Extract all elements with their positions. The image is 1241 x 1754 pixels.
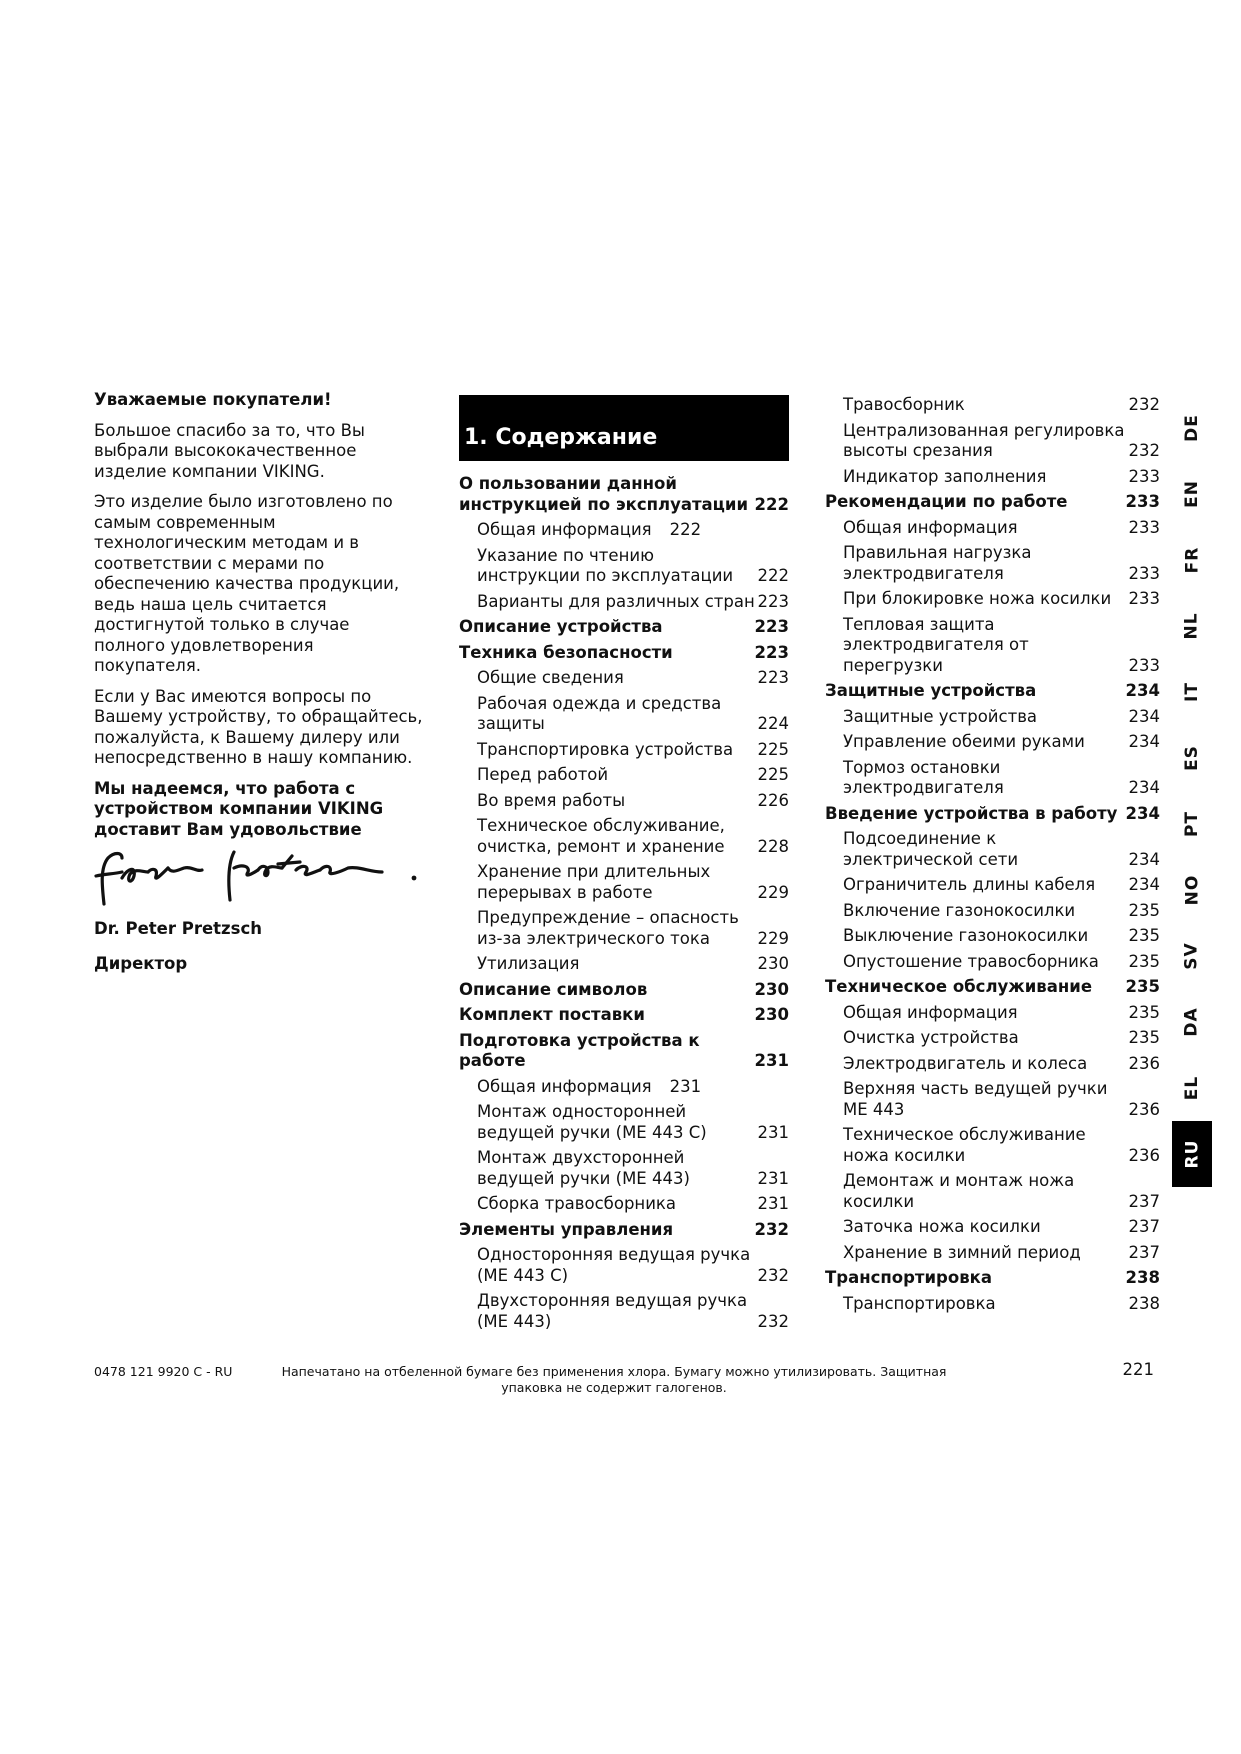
toc-subsection	[825, 1003, 1160, 1024]
toc-entry-title: Техническое обслуживание	[825, 977, 1093, 996]
toc-entry-page: 224	[757, 714, 789, 733]
language-tab-label: EL	[1181, 1075, 1202, 1101]
toc-subsection	[825, 829, 1160, 870]
language-tab-label: ES	[1181, 745, 1202, 771]
print-note: Напечатано на отбеленной бумаге без применения хлора. Бумагу можно утилизировать. Защитная упаковка не содержит галогенов.	[281, 1364, 947, 1395]
language-tab-label: SV	[1182, 942, 1202, 970]
toc-subsection	[459, 791, 789, 812]
toc-entry-title: Общие сведения	[477, 668, 624, 687]
language-tabs	[1172, 395, 1212, 1187]
toc-entry-page: 236	[1128, 1099, 1160, 1119]
toc-entry-page: 229	[757, 882, 789, 902]
toc-entry-title: Ограничитель длины кабеля	[843, 875, 1096, 894]
toc-entry-title: Управление обеими руками	[843, 732, 1085, 751]
toc-subsection	[825, 1125, 1160, 1166]
toc-entry-title: Введение устройства в работу	[825, 803, 1118, 823]
toc-entry-page: 223	[754, 617, 789, 636]
toc-entry-page: 231	[757, 1122, 789, 1142]
toc-entry-page: 232	[757, 1311, 789, 1331]
toc-entry-title: Общая информация	[843, 517, 1018, 537]
toc-entry-title: Перед работой	[477, 765, 609, 784]
signature-image	[92, 838, 432, 910]
toc-subsection	[825, 518, 1160, 539]
language-tab-pt	[1172, 791, 1212, 857]
toc-subsection	[825, 1171, 1160, 1212]
toc-entry-page: 234	[1128, 706, 1160, 726]
toc-entry-title: Подготовка устройства к работе	[459, 1030, 700, 1070]
letter-closing: Мы надеемся, что работа с устройством компании VIKING доставит Вам удовольствие	[94, 778, 384, 839]
toc-entry-title: Монтаж двухсторонней ведущей ручки (ME 443)	[477, 1148, 690, 1188]
toc-entry-title: Подсоединение к электрической сети	[843, 829, 1019, 869]
toc-entry-title: Транспортировка	[843, 1293, 996, 1313]
toc-entry-page: 230	[757, 954, 789, 973]
toc-section	[459, 617, 789, 638]
toc-entry-title: Транспортировка	[825, 1268, 992, 1287]
toc-entry-page: 233	[1128, 589, 1160, 608]
toc-section	[459, 1031, 789, 1072]
toc-section	[825, 681, 1160, 702]
toc-entry-page: 233	[1128, 517, 1160, 537]
toc-subsection	[825, 1217, 1160, 1238]
toc-entry-title: Двухсторонняя ведущая ручка (ME 443)	[477, 1291, 748, 1331]
language-tab-label: RU	[1182, 1139, 1202, 1169]
toc-entry-title: Во время работы	[477, 790, 626, 810]
toc-column-left	[459, 474, 789, 1337]
language-tab-de	[1172, 395, 1212, 461]
toc-entry-page: 235	[1128, 926, 1160, 945]
toc-section	[459, 474, 789, 515]
toc-entry-title: О пользовании данной инструкцией по эксплуатации	[459, 474, 749, 514]
toc-entry-page: 235	[1128, 951, 1160, 971]
language-tab-label: NL	[1182, 612, 1202, 640]
toc-entry-title: Общая информация	[843, 1002, 1018, 1022]
toc-entry-title: Общая информация	[477, 520, 652, 539]
toc-entry-title: Электродвигатель и колеса	[843, 1053, 1088, 1073]
toc-entry-page: 237	[1128, 1217, 1160, 1236]
language-tab-sv	[1172, 923, 1212, 989]
toc-subsection	[825, 421, 1160, 462]
toc-entry-page: 226	[757, 790, 789, 810]
toc-subsection	[459, 1291, 789, 1332]
toc-entry-page: 230	[754, 979, 789, 999]
language-tab-label: DE	[1181, 414, 1202, 442]
toc-entry-page: 225	[757, 765, 789, 784]
toc-section	[459, 1005, 789, 1026]
toc-entry-title: Утилизация	[477, 954, 580, 973]
toc-entry-title: Правильная нагрузка электродвигателя	[843, 543, 1032, 583]
toc-entry-page: 237	[1128, 1191, 1160, 1211]
toc-entry-page: 235	[1125, 977, 1160, 996]
toc-entry-title: При блокировке ножа косилки	[843, 589, 1112, 608]
toc-section	[825, 492, 1160, 513]
language-tab-es	[1172, 725, 1212, 791]
toc-subsection	[825, 543, 1160, 584]
toc-entry-page: 235	[1128, 1028, 1160, 1047]
toc-entry-title: Указание по чтению инструкции по эксплуатации	[477, 545, 734, 585]
toc-entry-page: 232	[1128, 441, 1160, 460]
toc-entry-page: 234	[1128, 732, 1160, 751]
toc-entry-page: 236	[1128, 1053, 1160, 1073]
toc-entry-title: Тепловая защита электродвигателя от перегрузки	[843, 614, 1029, 675]
toc-entry-title: Монтаж односторонней ведущей ручки (ME 443 C)	[477, 1102, 707, 1142]
toc-entry-page: 238	[1128, 1293, 1160, 1313]
toc-entry-page: 235	[1128, 900, 1160, 920]
toc-entry-page: 232	[757, 1265, 789, 1285]
toc-entry-page: 231	[754, 1051, 789, 1070]
toc-entry-page: 236	[1128, 1145, 1160, 1165]
toc-entry-title: Предупреждение – опасность из-за электрического тока	[477, 908, 739, 948]
toc-subsection	[459, 1245, 789, 1286]
toc-entry-page: 222	[757, 566, 789, 585]
toc-subsection	[459, 520, 789, 541]
toc-subsection	[825, 901, 1160, 922]
toc-entry-title: Рабочая одежда и средства защиты	[477, 693, 722, 733]
toc-entry-title: Рекомендации по работе	[825, 492, 1068, 511]
toc-entry-title: Индикатор заполнения	[843, 466, 1047, 486]
language-tab-nl	[1172, 593, 1212, 659]
toc-entry-title: Описание устройства	[459, 617, 663, 636]
toc-subsection	[825, 615, 1160, 677]
toc-entry-title: Выключение газонокосилки	[843, 926, 1089, 945]
toc-entry-page: 231	[757, 1168, 789, 1188]
letter-paragraph: Большое спасибо за то, что Вы выбрали высококачественное изделие компании VIKING.	[94, 420, 365, 481]
toc-entry-page: 228	[757, 836, 789, 856]
toc-entry-page: 234	[1125, 681, 1160, 700]
toc-entry-page: 231	[669, 1076, 702, 1096]
language-tab-label: NO	[1182, 874, 1202, 906]
toc-section	[459, 1220, 789, 1241]
toc-subsection	[825, 707, 1160, 728]
toc-subsection	[459, 1102, 789, 1143]
toc-entry-page: 234	[1128, 875, 1160, 894]
toc-entry-page: 223	[754, 642, 789, 662]
language-tab-label: DA	[1182, 1007, 1202, 1037]
page-number: 221	[1122, 1360, 1154, 1379]
signer-title: Директор	[94, 954, 188, 973]
toc-subsection	[825, 467, 1160, 488]
toc-subsection	[459, 1077, 789, 1098]
toc-subsection	[825, 1054, 1160, 1075]
toc-entry-title: Хранение при длительных перерывах в работе	[477, 862, 711, 902]
toc-entry-title: Элементы управления	[459, 1219, 674, 1239]
toc-entry-title: Техника безопасности	[459, 642, 673, 662]
toc-entry-page: 232	[1128, 395, 1160, 414]
toc-subsection	[825, 589, 1160, 610]
toc-section	[825, 804, 1160, 825]
toc-entry-page: 233	[1128, 655, 1160, 675]
language-tab-label: EN	[1182, 480, 1202, 508]
toc-entry-page: 234	[1128, 849, 1160, 869]
toc-subsection	[825, 1079, 1160, 1120]
toc-entry-page: 229	[757, 928, 789, 948]
toc-subsection	[459, 862, 789, 903]
toc-entry-title: Общая информация	[477, 1076, 652, 1096]
language-tab-label: PT	[1182, 810, 1202, 838]
toc-entry-page: 231	[757, 1194, 789, 1213]
toc-entry-page: 225	[757, 739, 789, 759]
toc-entry-title: Демонтаж и монтаж ножа косилки	[843, 1171, 1075, 1211]
toc-subsection	[825, 1294, 1160, 1315]
signer-name: Dr. Peter Pretzsch	[94, 919, 262, 938]
toc-entry-page: 238	[1125, 1268, 1160, 1287]
toc-subsection	[459, 668, 789, 689]
toc-entry-page: 222	[754, 494, 789, 514]
language-tab-en	[1172, 461, 1212, 527]
toc-entry-title: Описание символов	[459, 979, 648, 999]
toc-subsection	[459, 908, 789, 949]
toc-entry-title: Верхняя часть ведущей ручки ME 443	[843, 1079, 1108, 1119]
toc-entry-page: 233	[1128, 466, 1160, 486]
toc-entry-title: Транспортировка устройства	[477, 739, 734, 759]
document-code: 0478 121 9920 C - RU	[94, 1364, 233, 1379]
letter	[94, 384, 424, 850]
toc-subsection	[825, 952, 1160, 973]
toc-subsection	[825, 875, 1160, 896]
language-tab-label: FR	[1181, 546, 1202, 574]
toc-section	[459, 980, 789, 1001]
toc-entry-title: Техническое обслуживание ножа косилки	[843, 1125, 1086, 1165]
toc-entry-title: Централизованная регулировка высоты срезания	[843, 420, 1125, 460]
language-tab-el	[1172, 1055, 1212, 1121]
toc-subsection	[459, 740, 789, 761]
toc-entry-page: 233	[1125, 492, 1160, 511]
toc-entry-title: Заточка ножа косилки	[843, 1217, 1041, 1236]
toc-entry-page: 233	[1128, 563, 1160, 583]
language-tab-label: IT	[1181, 682, 1202, 702]
toc-section	[459, 643, 789, 664]
language-tab-ru	[1172, 1121, 1212, 1187]
language-tab-da	[1172, 989, 1212, 1055]
toc-entry-title: Включение газонокосилки	[843, 900, 1076, 920]
toc-subsection	[825, 926, 1160, 947]
toc-subsection	[825, 732, 1160, 753]
toc-entry-page: 230	[754, 1005, 789, 1024]
toc-column-right	[825, 395, 1160, 1319]
toc-entry-page: 234	[1125, 803, 1160, 823]
toc-subsection	[459, 1148, 789, 1189]
toc-entry-title: Тормоз остановки электродвигателя	[843, 757, 1004, 797]
toc-heading: 1. Содержание	[459, 395, 789, 461]
language-tab-no	[1172, 857, 1212, 923]
toc-entry-title: Защитные устройства	[825, 681, 1037, 700]
toc-subsection	[459, 1194, 789, 1215]
toc-entry-page: 234	[1128, 778, 1160, 797]
toc-entry-title: Хранение в зимний период	[843, 1242, 1081, 1262]
toc-entry-title: Очистка устройства	[843, 1028, 1019, 1047]
toc-section	[825, 977, 1160, 998]
toc-entry-page: 223	[757, 668, 789, 687]
language-tab-it	[1172, 659, 1212, 725]
toc-subsection	[825, 1028, 1160, 1049]
toc-subsection	[825, 758, 1160, 799]
toc-subsection	[825, 1243, 1160, 1264]
toc-subsection	[459, 954, 789, 975]
toc-subsection	[459, 816, 789, 857]
toc-subsection	[459, 592, 789, 613]
letter-paragraph: Это изделие было изготовлено по самым современным технологическим методам и в соответствии с мерами по обеспечению качества продукции, ведь наша цель считается достигнутой только в случае полного удовлетворения покупателя.	[94, 492, 400, 675]
toc-entry-title: Варианты для различных стран	[477, 591, 755, 611]
toc-entry-title: Защитные устройства	[843, 706, 1038, 726]
letter-greeting: Уважаемые покупатели!	[94, 390, 332, 409]
toc-entry-page: 235	[1128, 1002, 1160, 1022]
toc-entry-page: 237	[1128, 1242, 1160, 1262]
toc-entry-page: 222	[669, 520, 702, 539]
toc-entry-page: 223	[757, 591, 789, 611]
toc-subsection	[459, 765, 789, 786]
toc-entry-title: Односторонняя ведущая ручка (ME 443 C)	[477, 1245, 751, 1285]
toc-subsection	[459, 694, 789, 735]
toc-entry-title: Техническое обслуживание, очистка, ремонт и хранение	[477, 816, 725, 856]
toc-subsection	[825, 395, 1160, 416]
toc-entry-title: Опустошение травосборника	[843, 951, 1099, 971]
toc-entry-title: Сборка травосборника	[477, 1194, 677, 1213]
toc-entry-title: Комплект поставки	[459, 1005, 645, 1024]
toc-subsection	[459, 546, 789, 587]
toc-entry-title: Травосборник	[843, 395, 965, 414]
letter-paragraph: Если у Вас имеются вопросы по Вашему устройству, то обращайтесь, пожалуйста, к Вашему дилеру или непосредственно в нашу компанию.	[94, 686, 423, 767]
toc-entry-page: 232	[754, 1219, 789, 1239]
toc-section	[825, 1268, 1160, 1289]
language-tab-fr	[1172, 527, 1212, 593]
